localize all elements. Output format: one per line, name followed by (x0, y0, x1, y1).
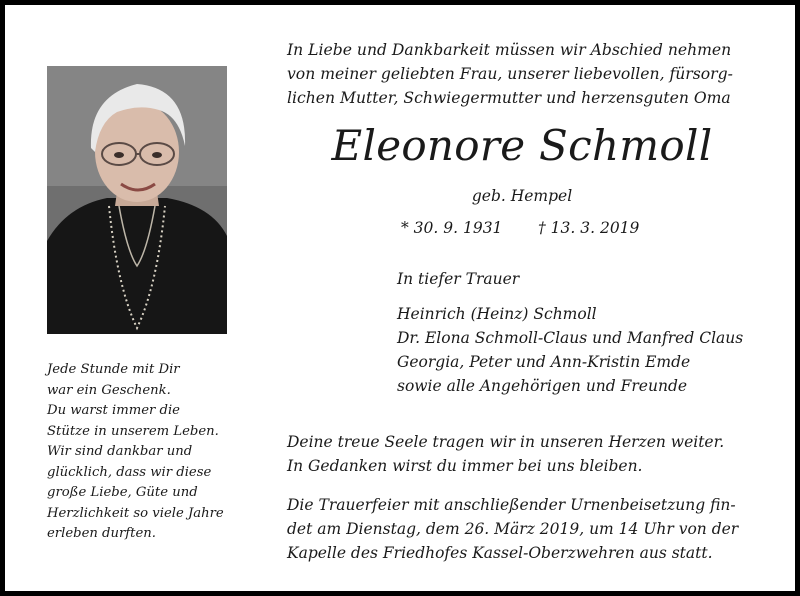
mourner-line: Heinrich (Heinz) Schmoll (397, 305, 597, 323)
deceased-name: Eleonore Schmoll (331, 121, 713, 170)
mourner-line: Dr. Elona Schmoll-Claus und Manfred Claus (397, 329, 744, 347)
intro-line: von meiner geliebten Frau, unserer liebevollen, fürsorg- (287, 65, 733, 83)
poem-line: Stütze in unserem Leben. (47, 423, 219, 439)
mourner-line: sowie alle Angehörigen und Freunde (397, 377, 688, 395)
intro-text (287, 38, 757, 110)
funeral-service-info (287, 493, 738, 565)
farewell-line: In Gedanken wirst du immer bei uns bleiben. (287, 457, 643, 475)
portrait-illustration (47, 66, 227, 334)
death-date: † 13. 3. 2019 (538, 219, 640, 237)
poem-line: war ein Geschenk. (47, 382, 171, 398)
birth-name: geb. Hempel (471, 187, 573, 205)
poem (47, 360, 247, 545)
portrait-photo (47, 66, 227, 334)
poem-line: Jede Stunde mit Dir (47, 362, 180, 377)
farewell-line: Deine treue Seele tragen wir in unseren Herzen weiter. (287, 433, 725, 451)
intro-line: lichen Mutter, Schwiegermutter und herzensguten Oma (287, 89, 731, 107)
farewell-text (287, 430, 724, 478)
mourners-list (397, 302, 743, 398)
poem-line: erleben durften. (47, 526, 156, 541)
poem-line: Wir sind dankbar und (47, 444, 193, 459)
service-line: Die Trauerfeier mit anschließender Urnenbeisetzung fin- (287, 496, 736, 514)
poem-line: große Liebe, Güte und (47, 485, 198, 500)
poem-line: Herzlichkeit so viele Jahre (47, 505, 224, 521)
intro-line: In Liebe und Dankbarkeit müssen wir Abschied nehmen (287, 41, 732, 59)
mourning-heading: In tiefer Trauer (397, 270, 520, 288)
poem-line: glücklich, dass wir diese (47, 464, 212, 480)
service-line: Kapelle des Friedhofes Kassel-Oberzwehren aus statt. (287, 544, 713, 562)
poem-line: Du warst immer die (47, 403, 180, 418)
service-line: det am Dienstag, dem 26. März 2019, um 14 Uhr von der (287, 520, 739, 538)
mourner-line: Georgia, Peter und Ann-Kristin Emde (397, 353, 691, 371)
birth-date: * 30. 9. 1931 (401, 219, 503, 237)
